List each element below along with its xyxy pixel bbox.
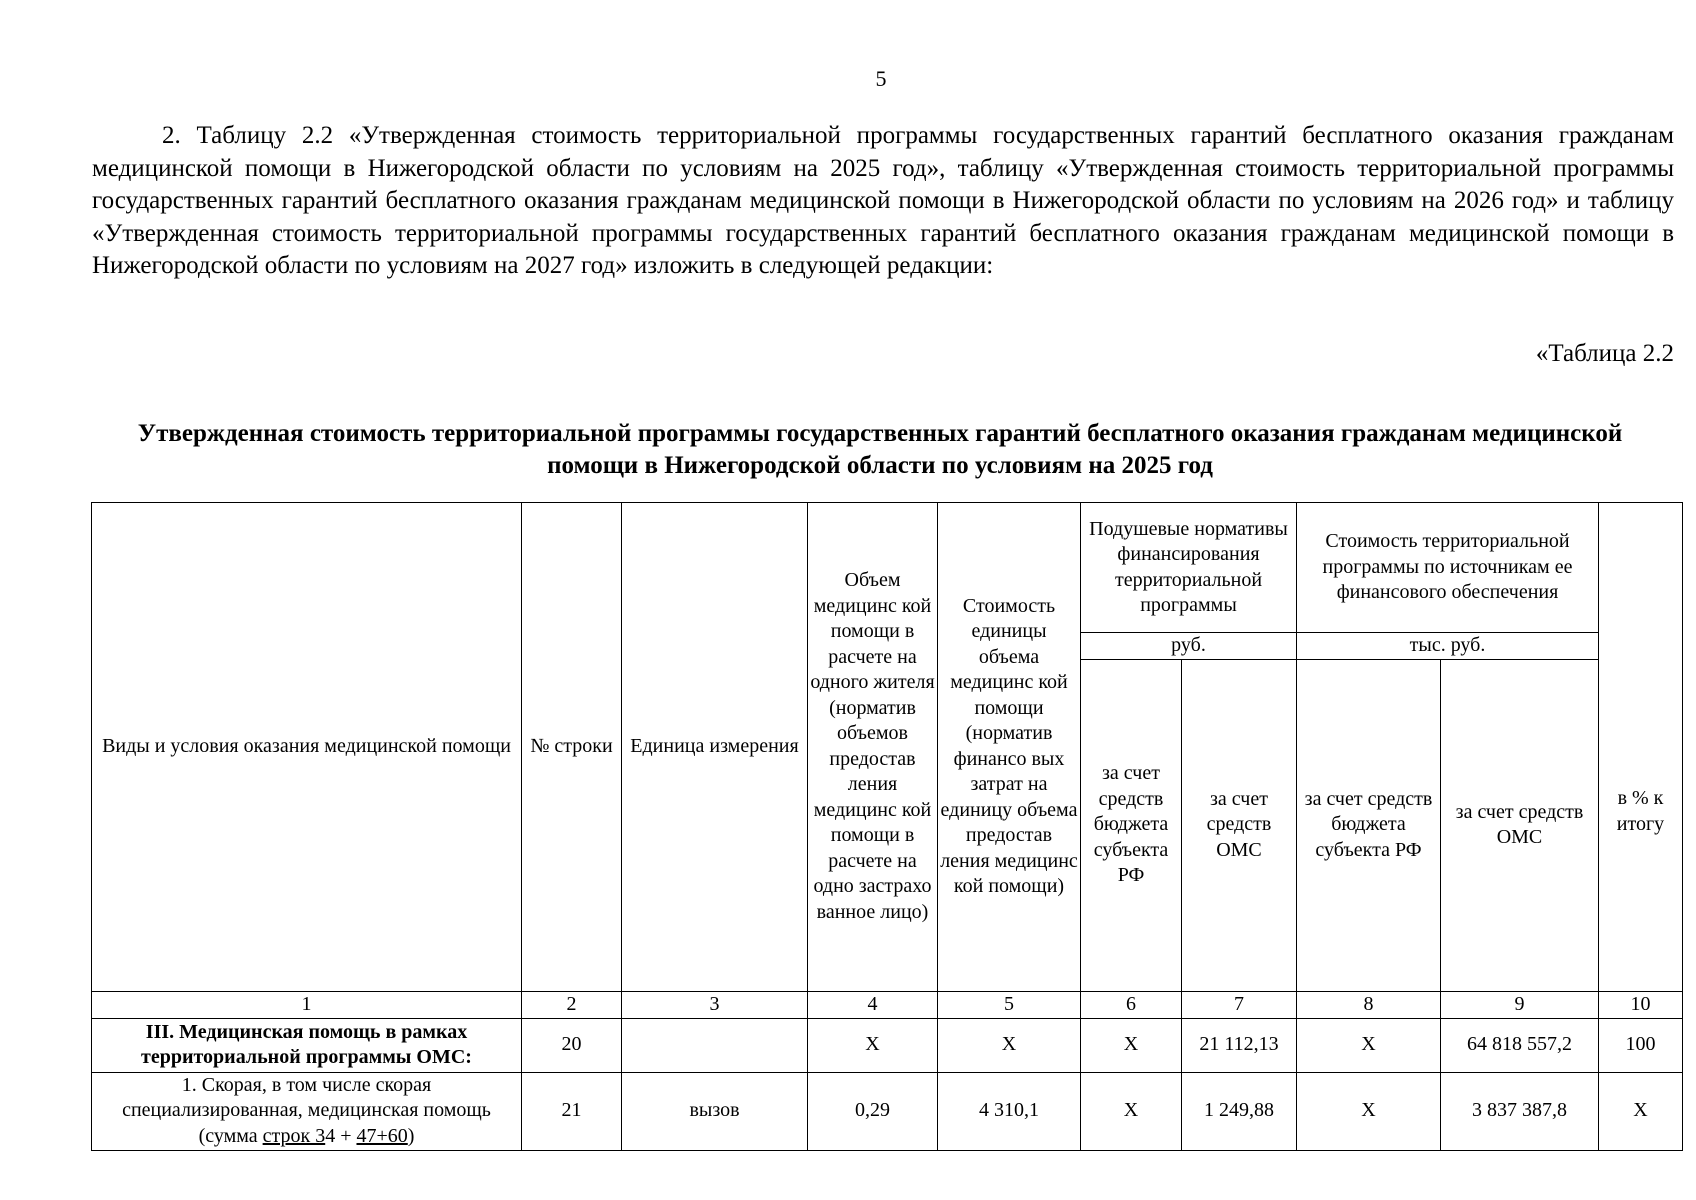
column-number: 3 [622, 991, 808, 1018]
table-row [92, 1018, 1683, 1072]
row-name-link[interactable]: строк 3 [262, 1124, 326, 1147]
row-line: 21 [522, 1072, 622, 1150]
table-row [92, 1072, 1683, 1150]
row-per-capita-oms: 21 112,13 [1182, 1018, 1297, 1072]
header-kinds: Виды и условия оказания медицинской помощи [92, 503, 522, 992]
row-volume: X [808, 1018, 938, 1072]
header-percent-top [1599, 503, 1683, 633]
row-name: III. Медицинская помощь в рамках территориальной программы ОМС: [92, 1018, 522, 1072]
header-cost-group: Стоимость территориальной программы по источникам ее финансового обеспечения [1297, 503, 1599, 633]
row-cost-oms: 64 818 557,2 [1441, 1018, 1599, 1072]
row-unit-cost: X [938, 1018, 1081, 1072]
row-per-capita-budget: X [1081, 1018, 1182, 1072]
row-volume: 0,29 [808, 1072, 938, 1150]
header-per-capita-oms: за счет средств ОМС [1182, 659, 1297, 991]
column-number: 8 [1297, 991, 1441, 1018]
column-number: 5 [938, 991, 1081, 1018]
page-number: 5 [875, 66, 887, 91]
row-percent: 100 [1599, 1018, 1683, 1072]
header-volume: Объем медицинс кой помощи в расчете на одного жителя (норматив объемов предостав ления медицинс кой помощи в расчете на одно застрахо ванное лицо) [808, 503, 938, 992]
row-name [92, 1072, 522, 1150]
row-unit: вызов [622, 1072, 808, 1150]
header-cost-budget: за счет средств бюджета субъекта РФ [1297, 659, 1441, 991]
row-name-text: 1. Скорая, в том числе скорая специализированная, медицинская помощь (сумма [122, 1073, 491, 1147]
column-number: 2 [522, 991, 622, 1018]
header-per-capita-budget: за счет средств бюджета субъекта РФ [1081, 659, 1182, 991]
header-cost-oms: за счет средств ОМС [1441, 659, 1599, 991]
row-name-text: ) [407, 1124, 415, 1147]
header-unit: Единица измерения [622, 503, 808, 992]
column-number: 7 [1182, 991, 1297, 1018]
header-per-capita-group: Подушевые нормативы финансирования территориальной программы [1081, 503, 1297, 633]
row-percent: X [1599, 1072, 1683, 1150]
table-title: Утвержденная стоимость территориальной программы государственных гарантий бесплатного оказания гражданам медицинской помощи в Нижегородской области по условиям на 2025 год [137, 420, 1623, 479]
row-cost-budget: X [1297, 1072, 1441, 1150]
header-unit-rub: руб. [1081, 633, 1297, 660]
header-percent: в % к итогу [1599, 633, 1683, 992]
row-per-capita-budget: X [1081, 1072, 1182, 1150]
row-name-text: 4 + [325, 1124, 357, 1147]
column-number: 4 [808, 991, 938, 1018]
column-number-row [92, 991, 1683, 1018]
intro-paragraph: 2. Таблицу 2.2 «Утвержденная стоимость территориальной программы государственных гарантий бесплатного оказания гражданам медицинской помощи в Нижегородской области по условиям на 2025 год», таблицу «Утвержденная стоимость территориальной программы государственных гарантий бесплатного оказания гражданам медицинской помощи в Нижегородской области по условиям на 2026 год» и таблицу «Утвержденная стоимость территориальной программы государственных гарантий бесплатного оказания гражданам медицинской помощи в Нижегородской области по условиям на 2027 год» изложить в следующей редакции: [92, 122, 1674, 279]
column-number: 6 [1081, 991, 1182, 1018]
row-cost-oms: 3 837 387,8 [1441, 1072, 1599, 1150]
column-number: 10 [1599, 991, 1683, 1018]
row-name-link[interactable]: 47+60 [356, 1124, 408, 1147]
header-line-number: № строки [522, 503, 622, 992]
row-unit-cost: 4 310,1 [938, 1072, 1081, 1150]
row-unit [622, 1018, 808, 1072]
column-number: 9 [1441, 991, 1599, 1018]
header-unit-thousand-rub: тыс. руб. [1297, 633, 1599, 660]
cost-table [91, 502, 1683, 1151]
header-unit-cost: Стоимость единицы объема медицинс кой помощи (норматив финансо вых затрат на единицу объема предостав ления медицинс кой помощи) [938, 503, 1081, 992]
column-number: 1 [92, 991, 522, 1018]
row-cost-budget: X [1297, 1018, 1441, 1072]
table-reference: «Таблица 2.2 [1535, 340, 1674, 367]
row-line: 20 [522, 1018, 622, 1072]
row-per-capita-oms: 1 249,88 [1182, 1072, 1297, 1150]
